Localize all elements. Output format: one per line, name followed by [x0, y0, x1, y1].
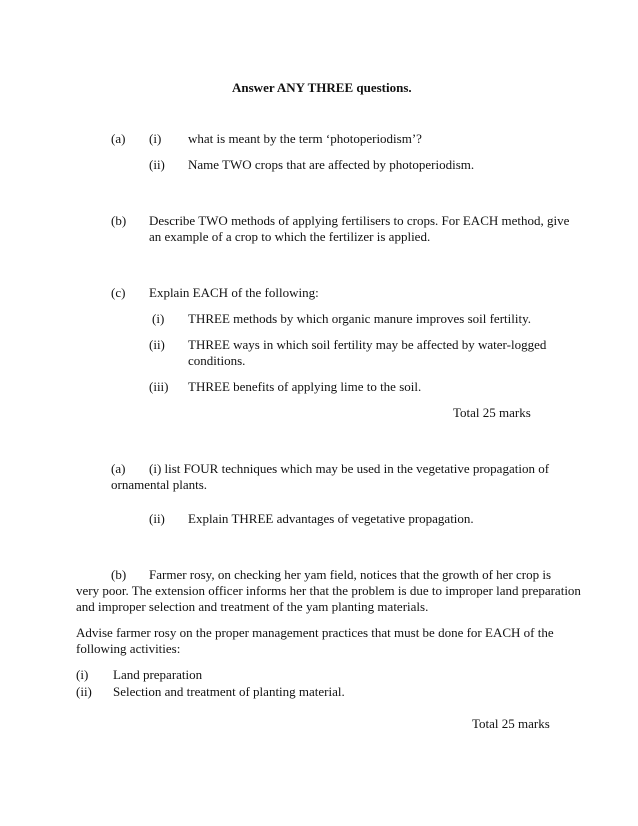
- q2-b-i-text: Land preparation: [113, 667, 203, 682]
- q1-c-intro: Explain EACH of the following:: [149, 285, 319, 300]
- q2-b-text-line3: and improper selection and treatment of the yam planting materials.: [76, 599, 429, 614]
- q2-b-text-line2: very poor. The extension officer informs her that the problem is due to improper land preparation: [76, 583, 581, 598]
- q2-b-i-number: (i): [76, 667, 89, 682]
- q2-a-ii-text: Explain THREE advantages of vegetative propagation.: [188, 511, 474, 526]
- q1-a-ii-text: Name TWO crops that are affected by photoperiodism.: [188, 157, 475, 172]
- q1-c-ii-number: (ii): [149, 337, 165, 352]
- q2-a-ii-number: (ii): [149, 511, 165, 526]
- page-heading: Answer ANY THREE questions.: [232, 80, 412, 95]
- q1-part-a-letter: (a): [111, 131, 126, 146]
- q1-b-text-line1: Describe TWO methods of applying fertilisers to crops. For EACH method, give: [149, 213, 570, 228]
- q1-a-i-text: what is meant by the term ‘photoperiodism’?: [188, 131, 422, 146]
- q2-part-b-letter: (b): [111, 567, 127, 582]
- q2-b-ii-number: (ii): [76, 684, 92, 699]
- q2-part-a-letter: (a): [111, 461, 126, 476]
- q2-total-marks: Total 25 marks: [472, 716, 550, 731]
- q2-b-ii-text: Selection and treatment of planting material.: [113, 684, 345, 699]
- q2-b-advise-line1: Advise farmer rosy on the proper management practices that must be done for EACH of the: [76, 625, 554, 640]
- q1-c-i-text: THREE methods by which organic manure improves soil fertility.: [188, 311, 531, 326]
- q1-c-iii-number: (iii): [149, 379, 169, 394]
- q1-c-ii-text-line1: THREE ways in which soil fertility may be affected by water-logged: [188, 337, 547, 352]
- q1-c-ii-text-line2: conditions.: [188, 353, 246, 368]
- q2-a-i-text-line2: ornamental plants.: [111, 477, 208, 492]
- q1-c-iii-text: THREE benefits of applying lime to the soil.: [188, 379, 422, 394]
- q1-total-marks: Total 25 marks: [453, 405, 531, 420]
- q1-a-ii-number: (ii): [149, 157, 165, 172]
- q1-part-b-letter: (b): [111, 213, 127, 228]
- q1-b-text-line2: an example of a crop to which the fertilizer is applied.: [149, 229, 431, 244]
- q1-c-i-number: (i): [152, 311, 165, 326]
- q2-a-i-text-line1: (i) list FOUR techniques which may be used in the vegetative propagation of: [149, 461, 550, 476]
- q1-a-i-number: (i): [149, 131, 162, 146]
- q1-part-c-letter: (c): [111, 285, 126, 300]
- q2-b-advise-line2: following activities:: [76, 641, 181, 656]
- q2-b-text-line1: Farmer rosy, on checking her yam field, notices that the growth of her crop is: [149, 567, 552, 582]
